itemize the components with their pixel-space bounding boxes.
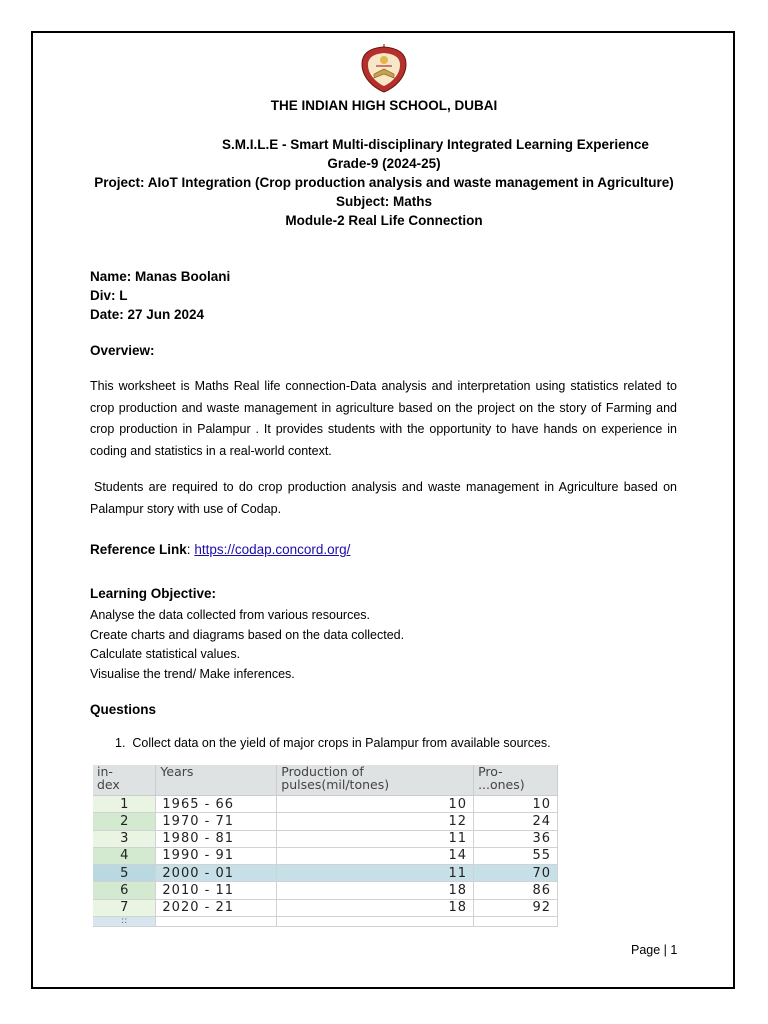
cell-index: 4	[93, 847, 156, 864]
table-row[interactable]	[93, 795, 558, 812]
question-1	[115, 736, 551, 750]
objective-item: Visualise the trend/ Make inferences.	[90, 666, 295, 681]
module-title: Module-2 Real Life Connection	[285, 213, 483, 228]
question-text: Collect data on the yield of major crops in Palampur from available sources.	[132, 736, 551, 750]
cell-index: 6	[93, 882, 156, 899]
objective-item: Calculate statistical values.	[90, 647, 241, 661]
cell-years[interactable]: 2020 - 21	[156, 899, 277, 916]
question-number: 1.	[115, 736, 126, 750]
student-name: Name: Manas Boolani	[90, 269, 231, 284]
cell-index: 3	[93, 830, 156, 847]
table-new-row[interactable]	[93, 916, 558, 926]
cell-production[interactable]: 11	[277, 865, 474, 882]
cell-years[interactable]: 1990 - 91	[156, 847, 277, 864]
cell-production[interactable]: 14	[277, 847, 474, 864]
cell-production[interactable]: 18	[277, 882, 474, 899]
school-crest-icon	[356, 44, 412, 94]
cell-index: 7	[93, 899, 156, 916]
cell-pro[interactable]: 92	[474, 899, 558, 916]
codap-link[interactable]: https://codap.concord.org/	[194, 542, 351, 557]
table-row[interactable]	[93, 813, 558, 830]
cell-production[interactable]: 12	[277, 813, 474, 830]
table-header-row	[93, 765, 558, 795]
overview-paragraph-2: Students are required to do crop production analysis and waste management in Agriculture based on Palampur story with use of Codap.	[90, 480, 677, 516]
cell-years[interactable]: 1965 - 66	[156, 795, 277, 812]
cell-empty[interactable]	[474, 916, 558, 926]
grade: Grade-9 (2024-25)	[327, 156, 441, 171]
student-date: Date: 27 Jun 2024	[90, 307, 205, 322]
table-row[interactable]	[93, 882, 558, 899]
learning-objective-heading: Learning Objective:	[90, 586, 217, 601]
cell-years[interactable]: 2010 - 11	[156, 882, 277, 899]
program-title: S.M.I.L.E - Smart Multi-disciplinary Integrated Learning Experience	[222, 137, 649, 152]
cell-pro[interactable]: 86	[474, 882, 558, 899]
cell-pro[interactable]: 10	[474, 795, 558, 812]
cell-pro[interactable]: 70	[474, 865, 558, 882]
questions-heading: Questions	[90, 702, 157, 717]
header-years[interactable]: Years	[156, 765, 277, 795]
overview-paragraph-1: This worksheet is Maths Real life connection-Data analysis and interpretation using statistics related to crop production and waste management in agriculture based on the project on the story of Farming and crop production in Palampur . It provides students with the opportunity to have hands on experience in coding and statistics in a real-world context.	[90, 379, 677, 458]
cell-pro[interactable]: 36	[474, 830, 558, 847]
cell-empty[interactable]	[156, 916, 277, 926]
reference-link-line	[90, 542, 350, 557]
crop-data-table	[93, 765, 558, 927]
page-number: Page | 1	[631, 943, 678, 957]
student-div: Div: L	[90, 288, 128, 303]
table-row[interactable]	[93, 830, 558, 847]
cell-production[interactable]: 10	[277, 795, 474, 812]
header-pro[interactable]: Pro- ...ones)	[474, 765, 558, 795]
drag-handle-icon[interactable]: ::	[93, 916, 156, 926]
cell-index: 5	[93, 865, 156, 882]
student-info	[90, 267, 230, 324]
table-row[interactable]	[93, 899, 558, 916]
project-title: Project: AIoT Integration (Crop production analysis and waste management in Agriculture)	[94, 175, 674, 190]
cell-pro[interactable]: 24	[474, 813, 558, 830]
subject: Subject: Maths	[335, 194, 432, 209]
school-name: THE INDIAN HIGH SCHOOL, DUBAI	[270, 98, 498, 113]
cell-production[interactable]: 11	[277, 830, 474, 847]
table-row-selected[interactable]	[93, 865, 558, 882]
cell-index: 1	[93, 795, 156, 812]
header-index[interactable]: in- dex	[93, 765, 156, 795]
reference-label: Reference Link	[90, 542, 187, 557]
header-production[interactable]: Production of pulses(mil/tones)	[277, 765, 474, 795]
cell-empty[interactable]	[277, 916, 474, 926]
cell-index: 2	[93, 813, 156, 830]
table-row[interactable]	[93, 847, 558, 864]
cell-years[interactable]: 1970 - 71	[156, 813, 277, 830]
cell-pro[interactable]: 55	[474, 847, 558, 864]
objective-item: Create charts and diagrams based on the data collected.	[90, 627, 405, 642]
cell-years[interactable]: 1980 - 81	[156, 830, 277, 847]
overview-heading: Overview:	[90, 343, 155, 358]
reference-separator: :	[186, 542, 195, 557]
cell-production[interactable]: 18	[277, 899, 474, 916]
learning-objective-list	[90, 606, 404, 684]
objective-item: Analyse the data collected from various resources.	[90, 608, 370, 622]
cell-years[interactable]: 2000 - 01	[156, 865, 277, 882]
